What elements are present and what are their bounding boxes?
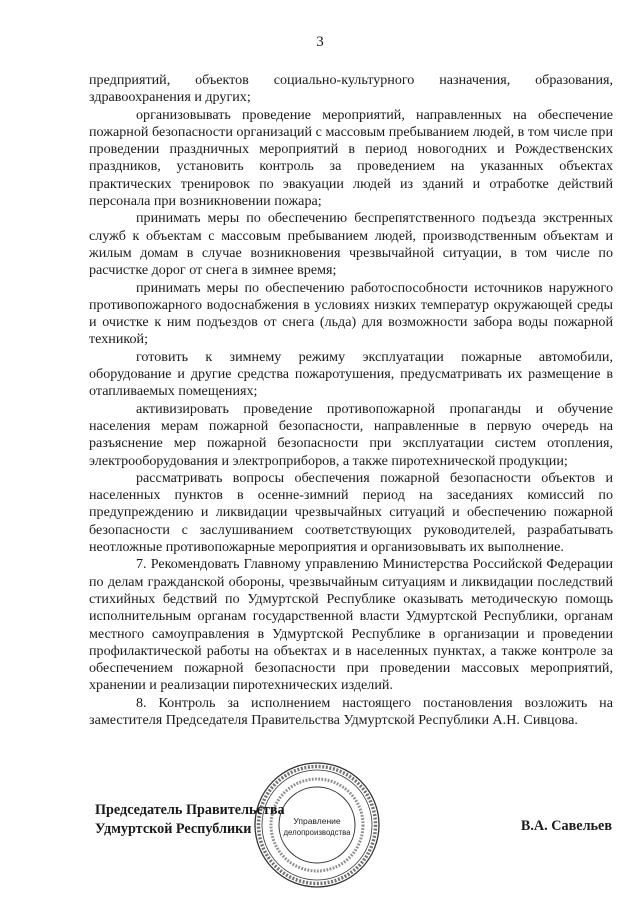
- signer-name: В.А. Савельев: [520, 818, 612, 834]
- signature-title-line1: Председатель Правительства: [95, 802, 285, 818]
- paragraph: 7. Рекомендовать Главному управлению Министерства Российской Федерации по делам гражданской обороны, чрезвычайным ситуациям и ликвидации последствий стихийных бедствий по Удмуртской Республике оказывать методическую помощь исполнительным органам государственной власти Удмуртской Республики, органам местного самоуправления в Удмуртской Республике в организации и проведении профилактической работы на объектах и в населенных пунктах, а также контроле за обеспечением пожарной безопасности при проведении массовых мероприятий, хранении и реализации пиротехнических изделий.: [89, 556, 613, 694]
- signature-title: [95, 801, 285, 839]
- stamp-center-line1: Управление: [293, 816, 341, 826]
- paragraph: 8. Контроль за исполнением настоящего постановления возложить на заместителя Председателя Правительства Удмуртской Республики А.Н. Сивцова.: [89, 694, 613, 728]
- paragraph: рассматривать вопросы обеспечения пожарной безопасности объектов и населенных пунктов в осенне-зимний период на заседаниях комиссий по предупреждению и ликвидации чрезвычайных ситуаций и обеспечению пожарной безопасности с заслушиванием соответствующих руководителей, разрабатывать неотложные противопожарные мероприятия и организовывать их выполнение.: [89, 469, 613, 556]
- paragraph: активизировать проведение противопожарной пропаганды и обучение населения мерам пожарной безопасности, направленные в первую очередь на разъяснение мер пожарной безопасности при эксплуатации систем отопления, электрооборудования и электроприборов, а также пиротехнической продукции;: [89, 400, 613, 469]
- paragraph: принимать меры по обеспечению работоспособности источников наружного противопожарного водоснабжения в условиях низких температур окружающей среды и очистке к ним подъездов от снега (льда) для возможности забора воды пожарной техникой;: [89, 279, 613, 348]
- paragraph: предприятий, объектов социально-культурного назначения, образования, здравоохранения и других;: [89, 72, 613, 106]
- signature-title-line2: Удмуртской Республики: [95, 821, 252, 837]
- document-body: [89, 72, 613, 729]
- page-number: 3: [316, 34, 324, 50]
- paragraph: организовывать проведение мероприятий, направленных на обеспечение пожарной безопасности организаций с массовым пребыванием людей, в том числе при проведении праздничных мероприятий в период новогодних и Рождественских праздников, установить контроль за проведением на указанных объектах практических тренировок по эвакуации людей из зданий и отработке действий персонала при возникновении пожара;: [89, 106, 613, 210]
- stamp-center-line2: делопроизводства: [283, 828, 351, 837]
- paragraph: принимать меры по обеспечению беспрепятственного подъезда экстренных служб к объектам с массовым пребыванием людей, производственным объектам и жилым домам в случае возникновения чрезвычайной ситуации, в том числе по расчистке дорог от снега в зимнее время;: [89, 210, 613, 279]
- paragraph: готовить к зимнему режиму эксплуатации пожарные автомобили, оборудование и другие средства пожаротушения, предусматривать их размещение в отапливаемых помещениях;: [89, 348, 613, 400]
